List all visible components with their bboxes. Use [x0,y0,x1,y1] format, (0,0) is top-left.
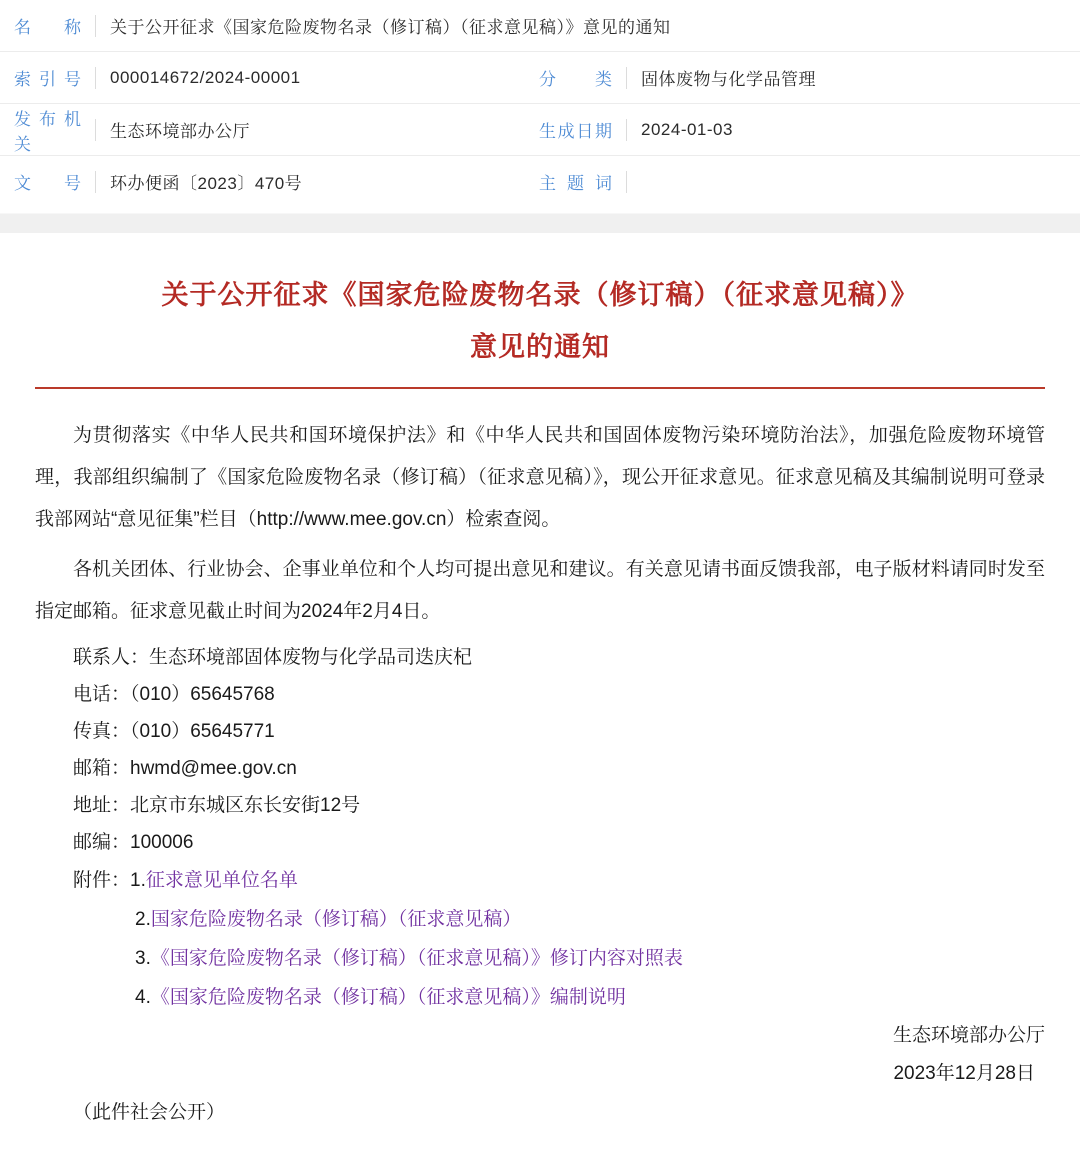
meta-label-index: 索引号 [14,70,82,89]
attachments-list [35,861,1045,1017]
label-value-divider [626,67,627,89]
contact-block [35,639,1045,861]
address-line: 地址：北京市东城区东长安街12号 [73,795,361,816]
meta-value-issuer: 生态环境部办公厅 [110,122,250,141]
paragraph-2: 各机关团体、行业协会、企事业单位和个人均可提出意见和建议。有关意见请书面反馈我部，电子版材料请同时发至指定邮箱。征求意见截止时间为2024年2月4日。 [35,559,1045,622]
section-separator-band [0,213,1080,233]
label-value-divider [626,119,627,141]
label-value-divider [95,119,96,141]
meta-label-gen-date: 生成日期 [539,122,613,141]
phone-line: 电话：（010）65645768 [73,684,275,705]
meta-row-issuer-date [0,104,1080,156]
attachment-link-2[interactable]: 国家危险废物名录（修订稿）（征求意见稿） [150,909,522,930]
attachment-item-1 [35,861,1045,900]
attachment-item-3 [35,939,1045,978]
meta-value-name: 关于公开征求《国家危险废物名录（修订稿）（征求意见稿）》意见的通知 [110,18,671,37]
fax-line: 传真：（010）65645771 [73,721,275,742]
meta-row-docnum-subject [0,156,1080,207]
meta-value-index: 000014672/2024-00001 [110,67,301,87]
title-divider-rule [35,387,1045,389]
email-line: 邮箱：hwmd@mee.gov.cn [73,758,297,779]
signature-date: 2023年12月28日 [893,1063,1035,1084]
attachment-item-2 [35,900,1045,939]
attachment-item-4 [35,978,1045,1017]
meta-row-name [0,0,1080,52]
page-title [35,269,1045,373]
paragraph-1: 为贯彻落实《中华人民共和国环境保护法》和《中华人民共和国固体废物污染环境防治法》，加强危险废物环境管理，我部组织编制了《国家危险废物名录（修订稿）（征求意见稿）》，现公开征求意见。征求意见稿及其编制说明可登录我部网站“意见征集”栏目（http://www.mee.gov.cn）检索查阅。 [35,425,1045,530]
attachment-link-4[interactable]: 《国家危险废物名录（修订稿）（征求意见稿）》编制说明 [150,987,626,1008]
document-metadata-table [0,0,1080,207]
attachment-number: 2. [135,909,151,930]
label-value-divider [626,171,627,193]
document-content [0,269,1080,1152]
meta-label-subject: 主题词 [539,174,613,193]
signature-issuer: 生态环境部办公厅 [892,1025,1045,1046]
meta-value-category: 固体废物与化学品管理 [641,70,816,89]
attachment-link-1[interactable]: 征求意见单位名单 [145,870,298,891]
meta-value-gen-date: 2024-01-03 [641,119,733,139]
label-value-divider [95,67,96,89]
meta-label-issuer: 发布机关 [14,109,82,154]
meta-label-name: 名称 [14,18,82,37]
public-disclosure-note: （此件社会公开） [73,1102,226,1123]
attachment-number: 3. [135,948,151,969]
attachment-link-3[interactable]: 《国家危险废物名录（修订稿）（征求意见稿）》修订内容对照表 [150,948,683,969]
contact-person-line: 联系人：生态环境部固体废物与化学品司迭庆杞 [73,647,473,668]
label-value-divider [95,15,96,37]
page-title-line2: 意见的通知 [470,332,610,362]
meta-row-index-category [0,52,1080,104]
attachment-number: 1. [130,870,146,891]
meta-label-category: 分类 [539,70,613,89]
postcode-line: 邮编：100006 [73,832,194,853]
meta-label-doc-number: 文号 [14,174,82,193]
meta-value-doc-number: 环办便函〔2023〕470号 [110,174,303,193]
label-value-divider [95,171,96,193]
attachments-label: 附件： [73,870,131,891]
attachment-number: 4. [135,987,151,1008]
page-title-line1: 关于公开征求《国家危险废物名录（修订稿）（征求意见稿）》 [161,280,919,310]
